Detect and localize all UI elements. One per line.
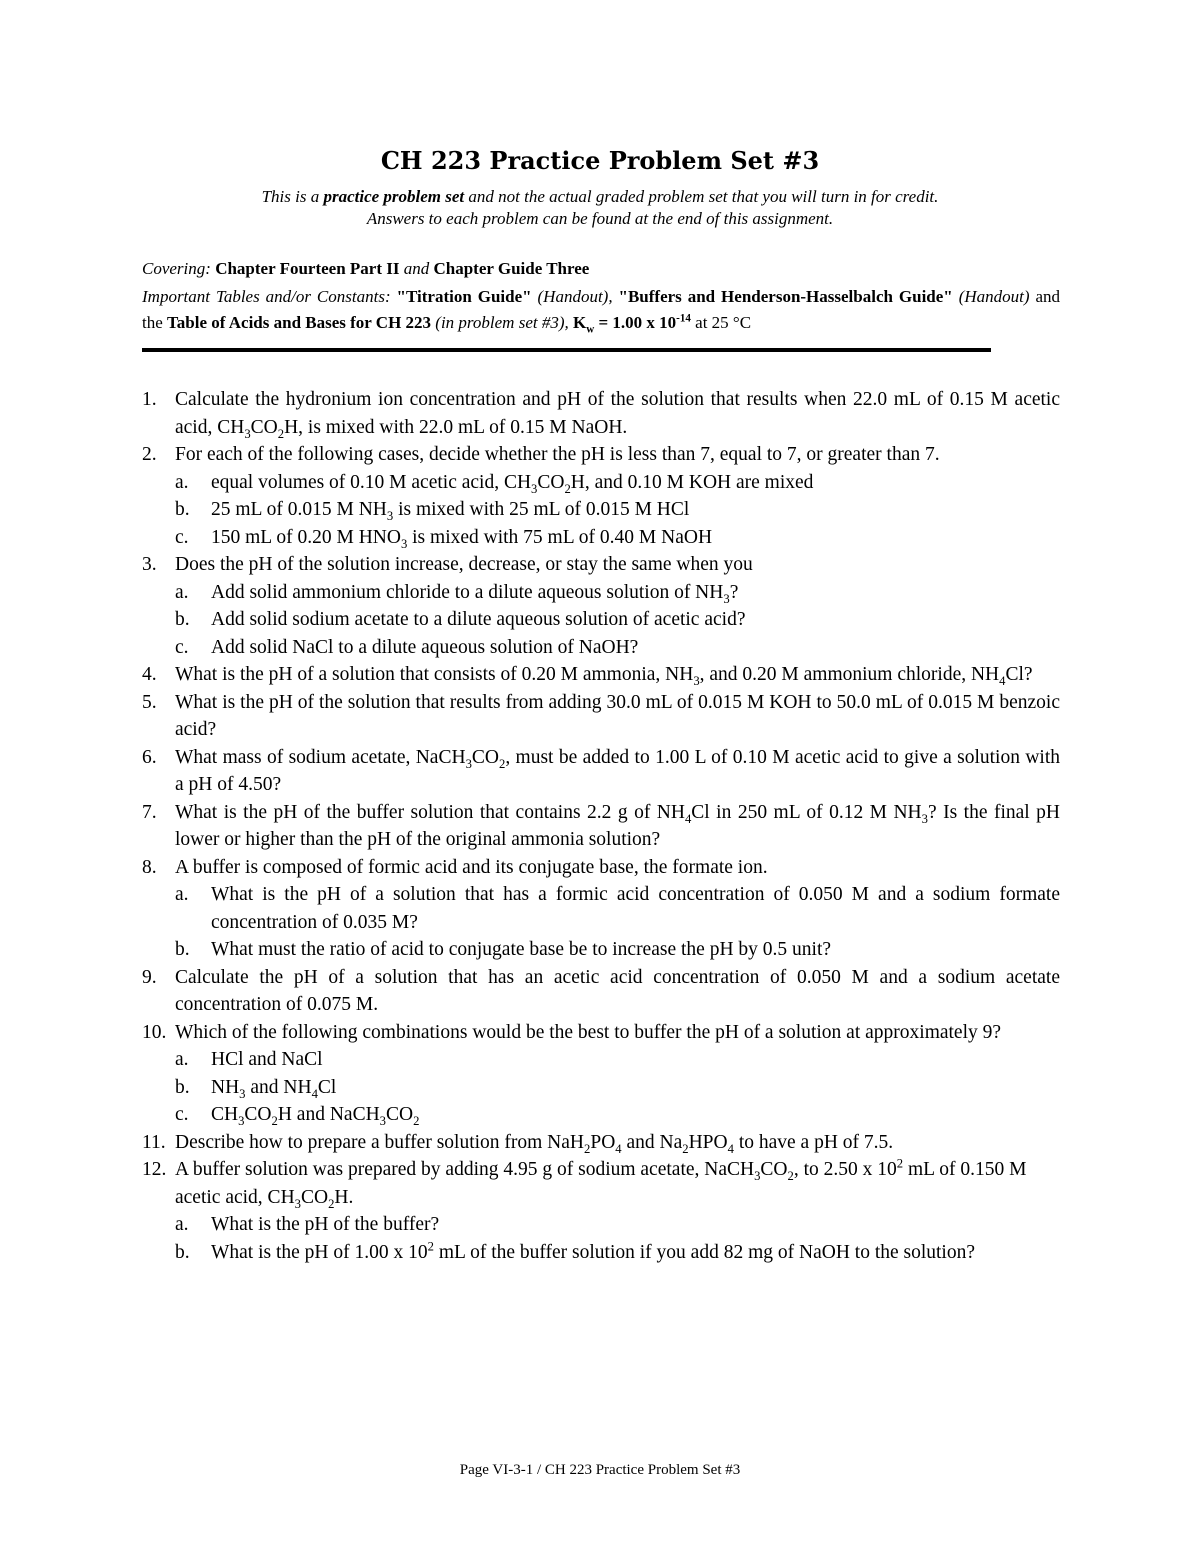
problem-12: 12. A buffer solution was prepared by adding 4.95 g of sodium acetate, $NaCH_3CO_2$, to 2.50 x $10^2$ mL of 0.150 M acetic acid, $CH_3CO_2H$. (142, 1156, 1027, 1211)
problem-7: 7. What is the pH of the buffer solution that contains 2.2 g of $NH_4Cl$ in 250 mL of 0.12 M $NH_3$? Is the final pH lower or higher than the pH of the original ammonia solution? (142, 801, 1060, 850)
problem-2c: c. 150 mL of 0.20 M $HNO_3$ is mixed with 75 mL of 0.40 M NaOH (175, 526, 713, 551)
important-constants: Important Tables and/or Constants: "Titration Guide" (Handout), "Buffers and Henderson-Hasselbalch Guide" (Handout) and the Table of Acids and Bases for CH 223 (in problem set #3), $K_w = 1.00$ x $10^{-14}$ at 25 °C (142, 287, 1060, 336)
problem-3b: b. Add solid sodium acetate to a dilute aqueous solution of acetic acid? (175, 609, 746, 630)
problem-2a: a. equal volumes of 0.10 M acetic acid, $CH_3CO_2H$, and 0.10 M KOH are mixed (175, 471, 814, 496)
problem-8: 8. A buffer is composed of formic acid and its conjugate base, the formate ion. (142, 856, 768, 878)
problem-10a: a. HCl and NaCl (175, 1049, 323, 1070)
problem-2b: b. 25 mL of 0.015 M $NH_3$ is mixed with 25 mL of 0.015 M HCl (175, 499, 690, 523)
problem-3c: c. Add solid NaCl to a dilute aqueous solution of NaOH? (175, 636, 639, 658)
problem-12a: a. What is the pH of the buffer? (175, 1214, 440, 1235)
problem-3a: a. Add solid ammonium chloride to a dilute aqueous solution of $NH_3$? (175, 581, 739, 606)
problem-12b: b. What is the pH of 1.00 x $10^2$ mL of the buffer solution if you add 82 mg of NaOH to the solution? (175, 1239, 976, 1263)
problem-4: 4. What is the pH of a solution that consists of 0.20 M ammonia, $NH_3$, and 0.20 M ammonium chloride, $NH_4Cl$? (142, 664, 1033, 688)
divider (142, 348, 991, 352)
page-title: CH 223 Practice Problem Set #3 (380, 146, 820, 175)
problem-5: 5. What is the pH of the solution that results from adding 30.0 mL of 0.015 M KOH to 50.0 mL of 0.015 M benzoic acid? (142, 691, 1060, 740)
kw-constant: $K_w = 1.00$ x $10^{-14}$ (573, 312, 691, 336)
problem-list (142, 386, 1060, 1266)
covering-line: Covering: Chapter Fourteen Part II and Chapter Guide Three (142, 259, 590, 278)
problem-8a: a. What is the pH of a solution that has a formic acid concentration of 0.050 M and a sodium formate concentration of 0.035 M? (175, 884, 1060, 933)
problem-9: 9. Calculate the pH of a solution that has an acetic acid concentration of 0.050 M and a sodium acetate concentration of 0.075 M. (142, 966, 1060, 1015)
practice-note: This is a practice problem set and not the actual graded problem set that you will turn in for credit. (261, 187, 939, 206)
problem-6: 6. What mass of sodium acetate, $NaCH_3CO_2$, must be added to 1.00 L of 0.10 M acetic acid to give a solution with a pH of 4.50? (142, 746, 1060, 795)
page-footer: Page VI-3-1 / CH 223 Practice Problem Set #3 (459, 1462, 741, 1478)
problem-3: 3. Does the pH of the solution increase, decrease, or stay the same when you (142, 554, 753, 575)
problem-11: 11. Describe how to prepare a buffer solution from $NaH_2PO_4$ and $Na_2HPO_4$ to have a pH of 7.5. (142, 1131, 894, 1156)
problem-2: 2. For each of the following cases, decide whether the pH is less than 7, equal to 7, or greater than 7. (142, 444, 940, 465)
problem-10: 10. Which of the following combinations would be the best to buffer the pH of a solution at approximately 9? (142, 1021, 1002, 1043)
problem-1: 1. Calculate the hydronium ion concentration and pH of the solution that results when 22.0 mL of 0.15 M acetic acid, $CH_3CO_2H$, is mixed with 22.0 mL of 0.15 M NaOH. (142, 389, 1060, 441)
problem-8b: b. What must the ratio of acid to conjugate base be to increase the pH by 0.5 unit? (175, 939, 832, 960)
problem-10b: b. $NH_3$ and $NH_4Cl$ (175, 1076, 337, 1101)
problem-10c: c. $CH_3CO_2H$ and $NaCH_3CO_2$ (175, 1104, 420, 1128)
answers-note: Answers to each problem can be found at the end of this assignment. (366, 209, 834, 228)
